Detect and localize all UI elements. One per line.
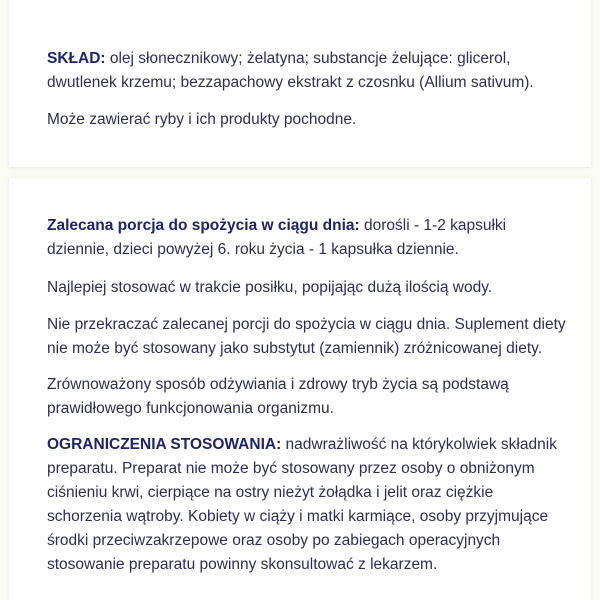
restrictions-label: OGRANICZENIA STOSOWANIA: [47, 436, 282, 453]
composition-card [9, 0, 591, 168]
allergen-note: Może zawierać ryby i ich produkty pochodne. [47, 111, 357, 128]
dosage-paragraph [47, 214, 572, 262]
warning-note: Nie przekraczać zalecanej porcji do spożycia w ciągu dnia. Suplement diety nie może być stosowany jako substytut (zamiennik) zróżnicowanej diety. [47, 316, 566, 357]
composition-text: olej słonecznikowy; żelatyna; substancje żelujące: glicerol, dwutlenek krzemu; bezzapachowy ekstrakt z czosnku (Allium sativum). [47, 50, 534, 91]
lifestyle-note: Zrównoważony sposób odżywiania i zdrowy tryb życia są podstawą prawidłowego funkcjonowania organizmu. [47, 376, 509, 417]
restrictions-text: nadwrażliwość na którykolwiek składnik preparatu. Preparat nie może być stosowany przez osoby o obniżonym ciśnieniu krwi, cierpiące na ostry nieżyt żołądka i jelit oraz ciężkie schorzenia wątroby. Kobiety w ciąży i matki karmiące, osoby przyjmujące środki przeciwzakrzepowe oraz osoby po zabiegach operacyjnych stosowanie preparatu powinny skonsultować z lekarzem. [47, 436, 557, 573]
composition-label: SKŁAD: [47, 50, 106, 67]
composition-paragraph [47, 47, 572, 95]
restrictions-paragraph [47, 433, 572, 577]
usage-card [9, 178, 591, 600]
dosage-text: dorośli - 1-2 kapsułki dziennie, dzieci powyżej 6. roku życia - 1 kapsułka dziennie. [47, 217, 507, 258]
usage-note: Najlepiej stosować w trakcie posiłku, popijając dużą ilością wody. [47, 279, 493, 296]
dosage-label: Zalecana porcja do spożycia w ciągu dnia: [47, 217, 360, 234]
